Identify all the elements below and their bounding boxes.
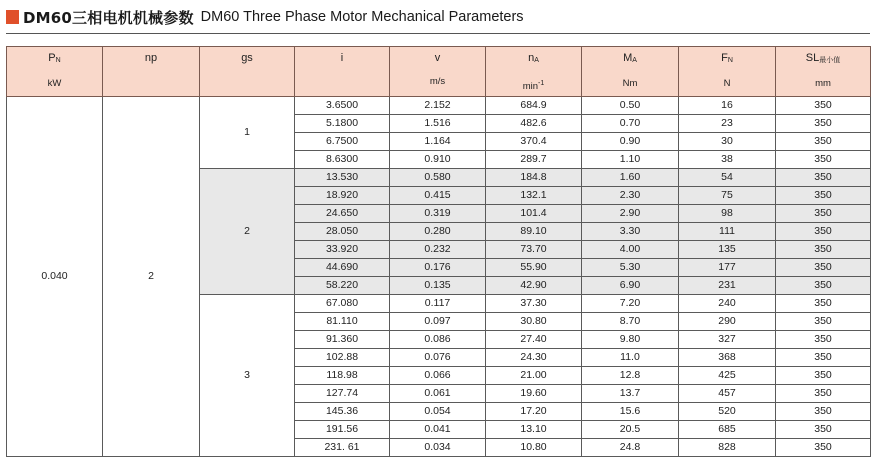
data-cell: 0.097 xyxy=(390,313,486,331)
header-symbol-text: gs xyxy=(241,52,253,64)
data-cell: 13.530 xyxy=(295,169,390,187)
data-cell: 327 xyxy=(679,331,776,349)
data-cell: 0.232 xyxy=(390,241,486,259)
header-cell xyxy=(582,47,679,97)
header-symbol-text: v xyxy=(434,52,441,64)
header-unit-text: N xyxy=(723,78,731,89)
data-cell: 67.080 xyxy=(295,295,390,313)
header-unit-text: m/s xyxy=(429,76,446,87)
header-unit xyxy=(486,68,581,94)
data-cell: 118.98 xyxy=(295,367,390,385)
data-cell: 350 xyxy=(776,223,871,241)
header-subscript: A xyxy=(632,57,637,64)
parameters-table xyxy=(6,46,871,457)
data-cell: 6.7500 xyxy=(295,133,390,151)
data-cell: 350 xyxy=(776,115,871,133)
data-cell: 2.152 xyxy=(390,97,486,115)
data-cell: 27.40 xyxy=(486,331,582,349)
header-unit-text: kW xyxy=(47,78,62,89)
data-cell: 132.1 xyxy=(486,187,582,205)
data-cell: 75 xyxy=(679,187,776,205)
title-bar xyxy=(6,6,524,28)
header-symbol xyxy=(200,47,294,66)
data-cell: 102.88 xyxy=(295,349,390,367)
header-unit xyxy=(390,66,485,89)
data-cell: 23 xyxy=(679,115,776,133)
header-subscript: N xyxy=(727,57,733,64)
data-cell: 0.176 xyxy=(390,259,486,277)
header-symbol xyxy=(7,47,102,68)
data-cell: 81.110 xyxy=(295,313,390,331)
header-symbol xyxy=(486,47,581,68)
data-cell: 350 xyxy=(776,439,871,457)
data-cell: 24.650 xyxy=(295,205,390,223)
data-cell: 101.4 xyxy=(486,205,582,223)
data-cell: 370.4 xyxy=(486,133,582,151)
data-cell: 111 xyxy=(679,223,776,241)
data-cell: 828 xyxy=(679,439,776,457)
data-cell: 350 xyxy=(776,295,871,313)
data-cell: 350 xyxy=(776,385,871,403)
header-subscript: A xyxy=(534,57,539,64)
data-cell: 184.8 xyxy=(486,169,582,187)
data-cell: 0.580 xyxy=(390,169,486,187)
data-cell: 191.56 xyxy=(295,421,390,439)
title-divider xyxy=(6,33,870,34)
data-cell: 1.60 xyxy=(582,169,679,187)
header-symbol xyxy=(390,47,485,66)
gs-cell: 3 xyxy=(200,295,295,457)
data-cell: 11.0 xyxy=(582,349,679,367)
data-cell: 1.10 xyxy=(582,151,679,169)
header-symbol-text: SL xyxy=(805,52,820,64)
data-cell: 350 xyxy=(776,169,871,187)
title-marker-square xyxy=(6,10,19,24)
data-cell: 350 xyxy=(776,241,871,259)
header-symbol-text: n xyxy=(528,52,535,64)
header-cell xyxy=(7,47,103,97)
data-cell: 0.117 xyxy=(390,295,486,313)
data-cell: 42.90 xyxy=(486,277,582,295)
data-cell: 19.60 xyxy=(486,385,582,403)
data-cell: 0.034 xyxy=(390,439,486,457)
data-cell: 0.061 xyxy=(390,385,486,403)
data-cell: 3.6500 xyxy=(295,97,390,115)
data-cell: 0.90 xyxy=(582,133,679,151)
data-cell: 145.36 xyxy=(295,403,390,421)
data-cell: 55.90 xyxy=(486,259,582,277)
data-cell: 685 xyxy=(679,421,776,439)
data-cell: 350 xyxy=(776,205,871,223)
data-cell: 13.7 xyxy=(582,385,679,403)
data-cell: 240 xyxy=(679,295,776,313)
header-symbol-text: np xyxy=(144,52,158,64)
data-cell: 350 xyxy=(776,403,871,421)
data-cell: 33.920 xyxy=(295,241,390,259)
data-cell: 38 xyxy=(679,151,776,169)
data-cell: 0.70 xyxy=(582,115,679,133)
data-cell: 684.9 xyxy=(486,97,582,115)
header-unit-text: min xyxy=(522,81,539,92)
data-cell: 91.360 xyxy=(295,331,390,349)
data-cell: 20.5 xyxy=(582,421,679,439)
data-cell: 368 xyxy=(679,349,776,367)
data-cell: 18.920 xyxy=(295,187,390,205)
data-cell: 350 xyxy=(776,97,871,115)
header-cell xyxy=(679,47,776,97)
data-cell: 2.30 xyxy=(582,187,679,205)
data-cell: 350 xyxy=(776,151,871,169)
np-cell: 2 xyxy=(103,97,200,457)
data-cell: 9.80 xyxy=(582,331,679,349)
data-cell: 0.50 xyxy=(582,97,679,115)
data-cell: 0.319 xyxy=(390,205,486,223)
data-cell: 231 xyxy=(679,277,776,295)
data-cell: 350 xyxy=(776,313,871,331)
data-cell: 0.415 xyxy=(390,187,486,205)
data-cell: 3.30 xyxy=(582,223,679,241)
header-cell xyxy=(486,47,582,97)
header-cell xyxy=(776,47,871,97)
data-cell: 21.00 xyxy=(486,367,582,385)
data-cell: 2.90 xyxy=(582,205,679,223)
data-cell: 350 xyxy=(776,349,871,367)
data-cell: 4.00 xyxy=(582,241,679,259)
data-cell: 10.80 xyxy=(486,439,582,457)
data-cell: 0.054 xyxy=(390,403,486,421)
data-cell: 0.910 xyxy=(390,151,486,169)
title-english: DM60 Three Phase Motor Mechanical Parameters xyxy=(200,9,524,25)
data-cell: 350 xyxy=(776,133,871,151)
header-symbol xyxy=(679,47,775,68)
table-body xyxy=(7,97,871,457)
header-row xyxy=(7,47,871,97)
header-unit xyxy=(7,68,102,91)
data-cell: 17.20 xyxy=(486,403,582,421)
data-cell: 350 xyxy=(776,331,871,349)
data-cell: 135 xyxy=(679,241,776,259)
header-symbol-text: F xyxy=(721,52,728,64)
data-cell: 37.30 xyxy=(486,295,582,313)
table-header xyxy=(7,47,871,97)
data-cell: 30.80 xyxy=(486,313,582,331)
data-cell: 350 xyxy=(776,277,871,295)
header-unit-text: Nm xyxy=(622,78,638,89)
data-cell: 12.8 xyxy=(582,367,679,385)
data-cell: 16 xyxy=(679,97,776,115)
data-cell: 89.10 xyxy=(486,223,582,241)
data-cell: 0.086 xyxy=(390,331,486,349)
data-cell: 1.516 xyxy=(390,115,486,133)
data-cell: 177 xyxy=(679,259,776,277)
data-cell: 127.74 xyxy=(295,385,390,403)
header-subscript: N xyxy=(55,57,61,64)
title-chinese: DM60三相电机机械参数 xyxy=(23,8,194,27)
data-cell: 0.076 xyxy=(390,349,486,367)
data-cell: 1.164 xyxy=(390,133,486,151)
data-cell: 6.90 xyxy=(582,277,679,295)
data-cell: 73.70 xyxy=(486,241,582,259)
header-unit xyxy=(582,68,678,91)
data-cell: 98 xyxy=(679,205,776,223)
data-cell: 8.70 xyxy=(582,313,679,331)
data-cell: 24.30 xyxy=(486,349,582,367)
data-cell: 289.7 xyxy=(486,151,582,169)
header-cell xyxy=(200,47,295,97)
gs-cell: 1 xyxy=(200,97,295,169)
data-cell: 425 xyxy=(679,367,776,385)
data-cell: 8.6300 xyxy=(295,151,390,169)
header-symbol xyxy=(582,47,678,68)
data-cell: 350 xyxy=(776,187,871,205)
data-cell: 15.6 xyxy=(582,403,679,421)
data-cell: 13.10 xyxy=(486,421,582,439)
gs-cell: 2 xyxy=(200,169,295,295)
header-unit-text: mm xyxy=(815,78,831,89)
data-cell: 457 xyxy=(679,385,776,403)
header-symbol-text: P xyxy=(48,52,56,64)
data-cell: 0.066 xyxy=(390,367,486,385)
header-symbol-text: i xyxy=(340,52,344,64)
data-cell: 520 xyxy=(679,403,776,421)
data-cell: 54 xyxy=(679,169,776,187)
header-symbol xyxy=(103,47,199,66)
data-cell: 58.220 xyxy=(295,277,390,295)
header-unit xyxy=(776,68,870,91)
data-cell: 350 xyxy=(776,259,871,277)
header-symbol xyxy=(295,47,389,66)
header-cell xyxy=(390,47,486,97)
header-subscript: 最小值 xyxy=(819,56,841,64)
header-symbol xyxy=(776,47,870,68)
header-cell xyxy=(103,47,200,97)
pn-cell: 0.040 xyxy=(7,97,103,457)
data-cell: 24.8 xyxy=(582,439,679,457)
header-superscript: -1 xyxy=(538,80,545,87)
data-cell: 0.280 xyxy=(390,223,486,241)
data-cell: 0.135 xyxy=(390,277,486,295)
header-unit xyxy=(679,68,775,91)
data-cell: 30 xyxy=(679,133,776,151)
data-cell: 0.041 xyxy=(390,421,486,439)
data-cell: 28.050 xyxy=(295,223,390,241)
data-cell: 350 xyxy=(776,367,871,385)
data-cell: 482.6 xyxy=(486,115,582,133)
data-cell: 290 xyxy=(679,313,776,331)
table-row xyxy=(7,97,871,115)
data-cell: 5.30 xyxy=(582,259,679,277)
data-cell: 350 xyxy=(776,421,871,439)
data-cell: 7.20 xyxy=(582,295,679,313)
header-symbol-text: M xyxy=(623,52,633,64)
data-cell: 44.690 xyxy=(295,259,390,277)
header-cell xyxy=(295,47,390,97)
data-cell: 5.1800 xyxy=(295,115,390,133)
data-cell: 231. 61 xyxy=(295,439,390,457)
